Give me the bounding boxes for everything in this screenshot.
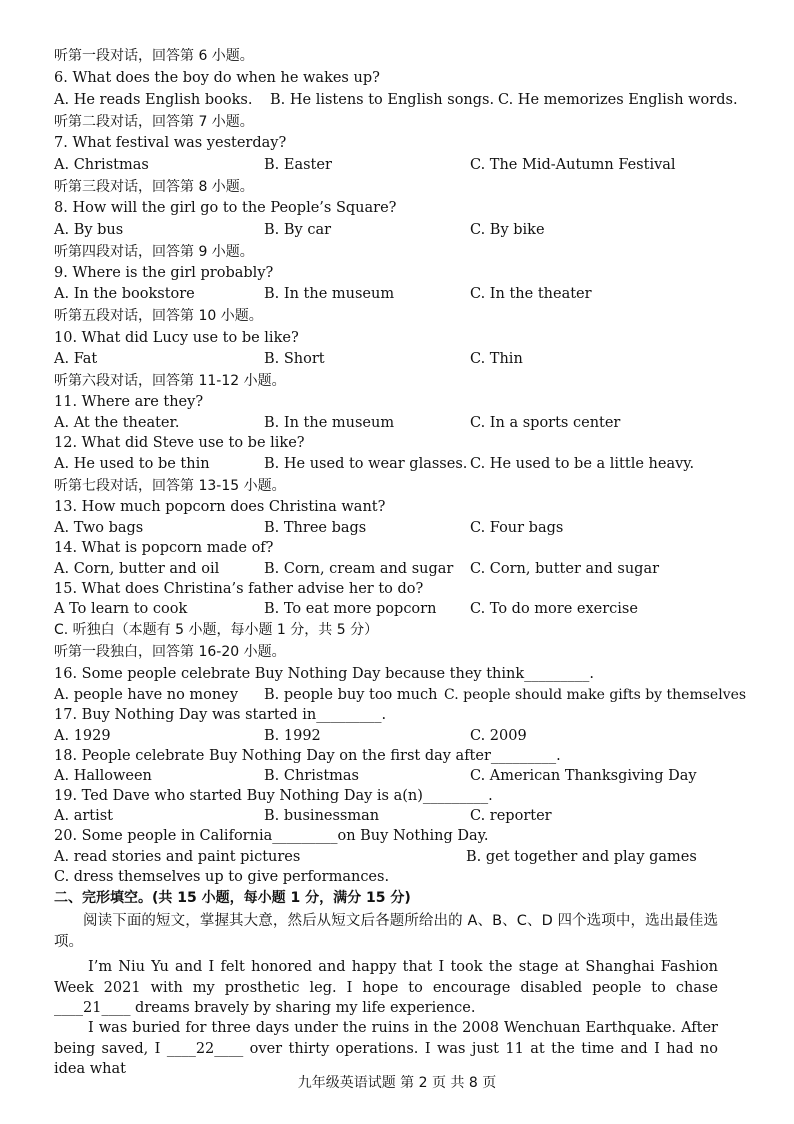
options-q20 (54, 848, 754, 866)
option-c: C. people should make gifts by themselves (444, 687, 747, 703)
cloze-text: I’m Niu Yu and I felt honored and happy that I took the stage at Shanghai Fashion Week 2021 with my prosthetic leg. I hope to encourage disabled people to chase (54, 959, 718, 996)
option-a: A. At the theater. (54, 415, 180, 431)
question-8: 8. How will the girl go to the People’s Square? (54, 200, 397, 216)
option-b: B. Christmas (264, 768, 359, 784)
option-b: B. get together and play games (466, 849, 697, 865)
section-heading: 听第二段对话，回答第 7 小题。 (54, 114, 254, 130)
section-title-cloze: 二、完形填空。(共 15 小题，每小题 1 分，满分 15 分) (54, 890, 411, 906)
options-q11 (54, 414, 754, 432)
option-c: C. To do more exercise (470, 601, 638, 617)
option-a: A. people have no money (54, 687, 239, 703)
question-15: 15. What does Christina’s father advise her to do? (54, 581, 424, 597)
option-c: C. 2009 (470, 728, 527, 744)
option-b: B. Three bags (264, 520, 367, 536)
option-b: B. 1992 (264, 728, 321, 744)
options-q17 (54, 727, 754, 745)
option-c: C. By bike (470, 222, 545, 238)
cloze-paragraph-1 (54, 957, 718, 1019)
option-b: B. By car (264, 222, 332, 238)
question-13: 13. How much popcorn does Christina want? (54, 499, 386, 515)
options-q13 (54, 519, 754, 537)
section-heading: 听第四段对话，回答第 9 小题。 (54, 244, 254, 260)
option-c: C. In a sports center (470, 415, 621, 431)
question-20: 20. Some people in California_________on Buy Nothing Day. (54, 828, 489, 844)
option-c: C. reporter (470, 808, 552, 824)
options-q12 (54, 455, 754, 473)
question-11: 11. Where are they? (54, 394, 204, 410)
question-17: 17. Buy Nothing Day was started in_________. (54, 707, 387, 723)
option-a: A. read stories and paint pictures (54, 849, 301, 865)
option-a: A. By bus (54, 222, 124, 238)
question-6: 6. What does the boy do when he wakes up? (54, 70, 380, 86)
question-10: 10. What did Lucy use to be like? (54, 330, 299, 346)
option-b: B. In the museum (264, 415, 395, 431)
option-b: B. Easter (264, 157, 332, 173)
option-b: B. businessman (264, 808, 380, 824)
question-9: 9. Where is the girl probably? (54, 265, 274, 281)
option-c: C. The Mid-Autumn Festival (470, 157, 676, 173)
option-c: C. He memorizes English words. (498, 92, 738, 108)
options-q8 (54, 221, 754, 239)
option-c: C. American Thanksgiving Day (470, 768, 697, 784)
section-heading: 听第六段对话，回答第 11-12 小题。 (54, 373, 286, 389)
option-a: A. In the bookstore (54, 286, 195, 302)
option-b: B. He listens to English songs. (270, 92, 495, 108)
option-c: C. dress themselves up to give performances. (54, 869, 390, 885)
option-b: B. people buy too much (264, 687, 438, 703)
page-footer: 九年级英语试题 第 2 页 共 8 页 (297, 1075, 497, 1091)
section-heading: 听第一段独白，回答第 16-20 小题。 (54, 644, 286, 660)
option-b: B. He used to wear glasses. (264, 456, 468, 472)
question-18: 18. People celebrate Buy Nothing Day on the first day after_________. (54, 748, 561, 764)
question-19: 19. Ted Dave who started Buy Nothing Day is a(n)_________. (54, 788, 493, 804)
options-q6 (54, 91, 754, 109)
option-a: A. 1929 (54, 728, 111, 744)
options-q15 (54, 600, 754, 618)
options-q19 (54, 807, 754, 825)
option-a: A. artist (54, 808, 113, 824)
option-a: A To learn to cook (54, 601, 188, 617)
option-b: B. In the museum (264, 286, 395, 302)
option-a: A. Christmas (54, 157, 149, 173)
cloze-text: over thirty operations. I was just 11 at the time and I had no idea what (54, 1040, 718, 1077)
question-14: 14. What is popcorn made of? (54, 540, 274, 556)
options-q7 (54, 156, 754, 174)
option-c: C. He used to be a little heavy. (470, 456, 695, 472)
options-q10 (54, 350, 754, 368)
cloze-blank-22: ____22____ (166, 1040, 244, 1057)
option-a: A. Corn, butter and oil (54, 561, 220, 577)
question-7: 7. What festival was yesterday? (54, 135, 287, 151)
cloze-blank-21: ____21____ (54, 1000, 131, 1016)
section-heading: 听第五段对话，回答第 10 小题。 (54, 308, 263, 324)
option-a: A. Two bags (54, 520, 144, 536)
option-a: A. Halloween (54, 768, 152, 784)
cloze-text: dreams bravely by sharing my life experience. (130, 1000, 476, 1016)
question-16: 16. Some people celebrate Buy Nothing Day because they think_________. (54, 666, 595, 682)
option-c: C. Thin (470, 351, 523, 367)
section-heading: 听第七段对话，回答第 13-15 小题。 (54, 478, 286, 494)
option-b: B. Short (264, 351, 325, 367)
option-a: A. Fat (54, 351, 98, 367)
options-q16 (54, 686, 747, 704)
options-q9 (54, 285, 754, 303)
option-c: C. Four bags (470, 520, 564, 536)
option-a: A. He reads English books. (54, 92, 253, 108)
option-a: A. He used to be thin (54, 456, 210, 472)
section-heading: 听第一段对话，回答第 6 小题。 (54, 48, 254, 64)
options-q18 (54, 767, 754, 785)
option-c: C. In the theater (470, 286, 592, 302)
option-b: B. To eat more popcorn (264, 601, 437, 617)
cloze-paragraph-2 (54, 1018, 718, 1080)
section-heading: 听第三段对话，回答第 8 小题。 (54, 179, 254, 195)
option-b: B. Corn, cream and sugar (264, 561, 454, 577)
section-heading: C. 听独白（本题有 5 小题，每小题 1 分，共 5 分） (54, 622, 379, 638)
cloze-text: I was buried for three days under the ruins in the 2008 Wenchuan Earthquake. After being saved, I (54, 1020, 718, 1057)
cloze-instruction: 阅读下面的短文，掌握其大意，然后从短文后各题所给出的 A、B、C、D 四个选项中，选出最佳选项。 (54, 913, 718, 950)
option-c: C. Corn, butter and sugar (470, 561, 660, 577)
question-12: 12. What did Steve use to be like? (54, 435, 305, 451)
options-q14 (54, 560, 754, 578)
